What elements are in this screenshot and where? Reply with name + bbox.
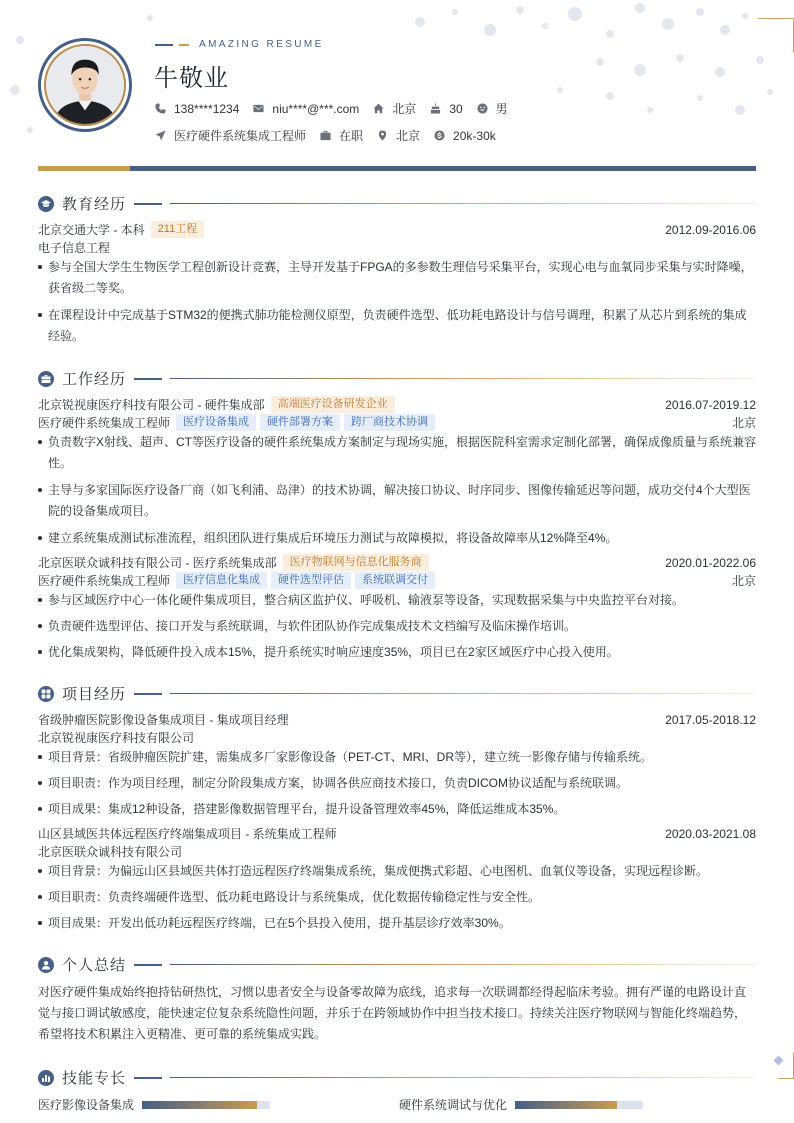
skill-item [38, 1096, 270, 1113]
email-text: niu****@***.com [272, 101, 360, 116]
target-city-info [377, 127, 420, 144]
work-city: 北京 [731, 574, 756, 588]
work-header [38, 554, 756, 571]
work-bullet: 主导与多家国际医疗设备厂商（如飞利浦、岛津）的技术协调，解决接口协议、时序同步、图像传输延迟等问题，成功交付4个大型医院的设备集成项目。 [38, 480, 756, 522]
target-position-info [155, 127, 306, 144]
project-bullet: 项目职责：作为项目经理，制定分阶段集成方案，协调各供应商技术接口，负责DICOM协议适配与系统联调。 [38, 773, 756, 794]
brand-tagline [155, 39, 324, 50]
work-bullet: 负责硬件选型评估、接口开发与系统联调，与软件团队协作完成集成技术文档编写及临床操作培训。 [38, 616, 756, 637]
gender-text: 男 [495, 102, 508, 116]
job-status-text: 在职 [339, 129, 364, 143]
header-divider [38, 166, 756, 171]
work-date: 2016.07-2019.12 [665, 397, 756, 412]
section-title-text: 项目经历 [62, 686, 127, 703]
section-title-education [38, 193, 756, 214]
education-header [38, 221, 756, 238]
major: 电子信息工程 [38, 241, 111, 255]
company-name: 北京锐视康医疗科技有限公司 - 硬件集成部 [38, 398, 265, 412]
salary-info [434, 129, 496, 143]
project-header [38, 711, 756, 728]
header-divider-navy [130, 166, 756, 171]
age-info [430, 102, 462, 116]
age-text: 30 [449, 101, 463, 116]
section-title-gradient-line [170, 964, 756, 965]
section-title-gradient-line [170, 1077, 756, 1078]
section-title-text: 个人总结 [62, 957, 127, 974]
hometown-info [373, 100, 416, 117]
section-title-line [134, 203, 162, 205]
target-city-text: 北京 [396, 129, 421, 143]
project-title: 省级肿瘤医院影像设备集成项目 - 集成项目经理 [38, 713, 289, 727]
project-company-row [38, 729, 756, 746]
corner-decoration-top-right [758, 18, 794, 52]
section-title-line [134, 1077, 162, 1079]
candidate-name: 牛敬业 [154, 65, 229, 92]
avatar [38, 38, 132, 132]
work-bullet: 负责数字X射线、超声、CT等医疗设备的硬件系统集成方案制定与现场实施，根据医院科室需求定制化部署，确保成像质量与系统兼容性。 [38, 432, 756, 474]
skill-bar [142, 1101, 270, 1109]
school-tag: 211工程 [151, 221, 205, 238]
gender-info [477, 100, 508, 117]
section-title-line [134, 964, 162, 966]
project-company: 北京医联众诚科技有限公司 [38, 845, 183, 859]
education-major-row [38, 239, 756, 256]
company-name: 北京医联众诚科技有限公司 - 医疗系统集成部 [38, 556, 277, 570]
bar-chart-icon [38, 1070, 54, 1086]
header-divider-gold [38, 166, 130, 171]
work-bullet: 优化集成架构，降低硬件投入成本15%，提升系统实时响应速度35%，项目已在2家区域医疗中心投入使用。 [38, 642, 756, 663]
section-title-text: 工作经历 [62, 371, 127, 388]
role-tag: 医疗信息化集成 [176, 572, 267, 589]
grid-icon [38, 686, 54, 702]
briefcase-icon [38, 371, 54, 387]
company-tag: 高端医疗设备研发企业 [271, 396, 395, 413]
role-tag: 跨厂商技术协调 [344, 414, 435, 431]
project-bullet: 项目背景：为偏远山区县域医共体打造远程医疗终端集成系统，集成便携式彩超、心电图机、血氧仪等设备，实现远程诊断。 [38, 861, 756, 882]
section-title-gradient-line [170, 693, 756, 694]
graduation-cap-icon [38, 196, 54, 212]
project-company-row [38, 843, 756, 860]
contact-info-row [155, 100, 522, 117]
section-title-summary [38, 954, 756, 975]
section-title-gradient-line [170, 378, 756, 379]
cake-icon [430, 103, 441, 114]
section-title-line [134, 378, 162, 380]
summary-text: 对医疗硬件集成始终抱持钻研热忱，习惯以患者安全与设备零故障为底线，追求每一次联调都经得起临床考验。拥有严谨的电路设计直觉与接口调试敏感度，能快速定位复杂系统隐性问题，并乐于在跨领域协作中担当技术接口。持续关注医疗物联网与智能化终端趋势，希望将技术积累注入更精准、更可靠的系统集成实践。 [38, 985, 747, 1041]
section-title-skills [38, 1067, 756, 1088]
section-title-line [134, 693, 162, 695]
avatar-photo [44, 44, 126, 126]
section-title-text: 技能专长 [62, 1070, 127, 1087]
work-header [38, 396, 756, 413]
project-date: 2020.03-2021.08 [665, 826, 756, 841]
role-tag: 系统联调交付 [355, 572, 435, 589]
education-bullet: 参与全国大学生生物医学工程创新设计竞赛，主导开发基于FPGA的多参数生理信号采集平台，实现心电与血氧同步采集与实时降噪，获省级二等奖。 [38, 257, 756, 299]
brand-text: AMAZING RESUME [199, 39, 324, 50]
project-date: 2017.05-2018.12 [665, 712, 756, 727]
salary-text: 20k-30k [453, 128, 496, 143]
role-tag: 硬件部署方案 [260, 414, 340, 431]
location-pin-icon [377, 130, 388, 141]
skill-name: 硬件系统调试与优化 [399, 1098, 508, 1112]
section-title-gradient-line [170, 203, 756, 204]
education-bullet: 在课程设计中完成基于STM32的便携式肺功能检测仪原型，负责硬件选型、低功耗电路设计与信号调理，积累了从芯片到系统的集成经验。 [38, 305, 756, 347]
job-info-row [155, 127, 510, 144]
role-tag: 硬件选型评估 [271, 572, 351, 589]
face-icon [477, 103, 488, 114]
role-tag: 医疗设备集成 [176, 414, 256, 431]
phone-icon [155, 103, 166, 114]
phone-info [155, 102, 239, 116]
job-status-info [320, 127, 363, 144]
person-icon [38, 957, 54, 973]
work-role-row [38, 414, 756, 431]
school-name: 北京交通大学 - 本科 [38, 223, 145, 237]
job-role: 医疗硬件系统集成工程师 [38, 574, 171, 588]
home-icon [373, 103, 384, 114]
brand-line-navy [155, 44, 173, 46]
target-position-text: 医疗硬件系统集成工程师 [174, 129, 307, 143]
project-bullet: 项目背景：省级肿瘤医院扩建，需集成多厂家影像设备（PET-CT、MRI、DR等），建立统一影像存储与传输系统。 [38, 747, 756, 768]
briefcase-icon [320, 130, 331, 141]
skill-name: 医疗影像设备集成 [38, 1098, 135, 1112]
job-role: 医疗硬件系统集成工程师 [38, 416, 171, 430]
coin-icon [434, 130, 445, 141]
project-bullet: 项目成果：集成12种设备，搭建影像数据管理平台，提升设备管理效率45%，降低运维成本35%。 [38, 799, 756, 820]
hometown-text: 北京 [392, 102, 417, 116]
email-info [253, 102, 359, 116]
education-date: 2012.09-2016.06 [665, 222, 756, 237]
phone-text: 138****1234 [174, 101, 240, 116]
work-bullet: 参与区域医疗中心一体化硬件集成项目，整合病区监护仪、呼吸机、输液泵等设备，实现数据采集与中央监控平台对接。 [38, 590, 756, 611]
send-icon [155, 130, 166, 141]
project-title: 山区县域医共体远程医疗终端集成项目 - 系统集成工程师 [38, 827, 337, 841]
work-date: 2020.01-2022.06 [665, 555, 756, 570]
section-title-project [38, 683, 756, 704]
skill-bar [515, 1101, 643, 1109]
project-bullet: 项目职责：负责终端硬件选型、低功耗电路设计与系统集成，优化数据传输稳定性与安全性。 [38, 887, 756, 908]
project-company: 北京锐视康医疗科技有限公司 [38, 731, 195, 745]
skill-bar-fill [142, 1101, 257, 1109]
work-role-row [38, 572, 756, 589]
work-city: 北京 [731, 416, 756, 430]
project-header [38, 825, 756, 842]
work-bullet: 建立系统集成测试标准流程，组织团队进行集成后环境压力测试与故障模拟，将设备故障率从12%降至4%。 [38, 528, 756, 549]
mail-icon [253, 103, 264, 114]
project-bullet: 项目成果：开发出低功耗远程医疗终端，已在5个县投入使用，提升基层诊疗效率30%。 [38, 913, 756, 934]
brand-line-gold [179, 44, 189, 46]
company-tag: 医疗物联网与信息化服务商 [283, 554, 429, 571]
section-title-work [38, 368, 756, 389]
skill-item [399, 1096, 643, 1113]
section-title-text: 教育经历 [62, 196, 127, 213]
skill-bar-fill [515, 1101, 617, 1109]
